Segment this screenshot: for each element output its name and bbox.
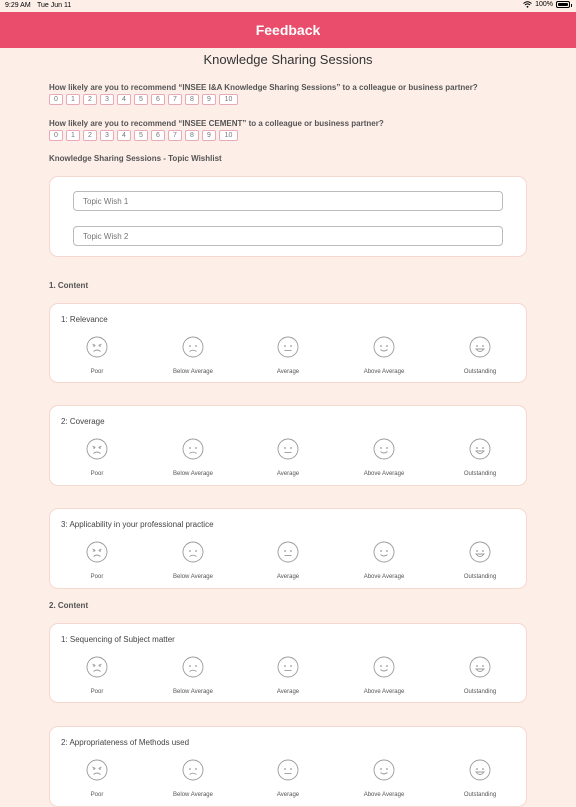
rating-option-label: Poor [90, 471, 104, 477]
scale-option-8[interactable]: 8 [185, 94, 199, 105]
nav-bar [0, 12, 576, 48]
rating-option-poor[interactable] [57, 541, 137, 580]
rating-card-title: 2: Coverage [61, 417, 105, 426]
angry-face-icon [86, 759, 108, 786]
topic-wish-1-input[interactable] [73, 191, 503, 211]
scale-option-4[interactable]: 4 [117, 130, 131, 141]
rating-option-above-average[interactable] [344, 541, 424, 580]
smile-face-icon [373, 336, 395, 363]
neutral-face-icon [277, 541, 299, 568]
scale-option-1[interactable]: 1 [66, 130, 80, 141]
rating-option-average[interactable] [248, 336, 328, 375]
status-time: 9:29 AM [5, 2, 31, 9]
rating-option-label: Below Average [173, 574, 213, 580]
rating-card-title: 1: Relevance [61, 315, 108, 324]
scale-option-3[interactable]: 3 [100, 94, 114, 105]
rating-option-outstanding[interactable] [440, 336, 520, 375]
wifi-icon [523, 1, 532, 8]
rating-card-applicability [49, 508, 527, 589]
rating-card-title: 1: Sequencing of Subject matter [61, 635, 175, 644]
scale-option-6[interactable]: 6 [151, 130, 165, 141]
question-2-scale [49, 130, 238, 141]
status-date: Tue Jun 11 [37, 2, 72, 9]
rating-option-average[interactable] [248, 438, 328, 477]
rating-card-relevance [49, 303, 527, 383]
scale-option-5[interactable]: 5 [134, 130, 148, 141]
rating-option-poor[interactable] [57, 438, 137, 477]
rating-option-below-average[interactable] [153, 336, 233, 375]
neutral-face-icon [277, 336, 299, 363]
scale-option-2[interactable]: 2 [83, 94, 97, 105]
smile-face-icon [373, 656, 395, 683]
rating-option-label: Average [276, 369, 300, 375]
rating-option-label: Below Average [173, 689, 213, 695]
rating-option-below-average[interactable] [153, 541, 233, 580]
rating-option-poor[interactable] [57, 759, 137, 798]
section-2-title: 2. Content [49, 601, 89, 610]
rating-option-label: Outstanding [463, 471, 497, 477]
scale-option-0[interactable]: 0 [49, 94, 63, 105]
rating-option-outstanding[interactable] [440, 759, 520, 798]
rating-option-above-average[interactable] [344, 438, 424, 477]
rating-option-label: Above Average [363, 792, 405, 798]
sad-face-icon [182, 438, 204, 465]
wishlist-card [49, 176, 527, 257]
rating-option-label: Above Average [363, 574, 405, 580]
section-1-title: 1. Content [49, 281, 89, 290]
scale-option-9[interactable]: 9 [202, 94, 216, 105]
rating-option-average[interactable] [248, 541, 328, 580]
sad-face-icon [182, 656, 204, 683]
rating-option-label: Poor [90, 369, 104, 375]
neutral-face-icon [277, 438, 299, 465]
scale-option-5[interactable]: 5 [134, 94, 148, 105]
rating-option-label: Poor [90, 689, 104, 695]
rating-option-outstanding[interactable] [440, 438, 520, 477]
rating-option-label: Average [276, 792, 300, 798]
neutral-face-icon [277, 759, 299, 786]
rating-option-label: Average [276, 574, 300, 580]
rating-option-label: Above Average [363, 471, 405, 477]
scale-option-7[interactable]: 7 [168, 94, 182, 105]
page-title: Knowledge Sharing Sessions [203, 52, 373, 67]
scale-option-6[interactable]: 6 [151, 94, 165, 105]
grin-face-icon [469, 541, 491, 568]
angry-face-icon [86, 438, 108, 465]
rating-card-methods [49, 726, 527, 807]
grin-face-icon [469, 336, 491, 363]
rating-option-label: Poor [90, 792, 104, 798]
rating-option-outstanding[interactable] [440, 656, 520, 695]
sad-face-icon [182, 759, 204, 786]
scale-option-4[interactable]: 4 [117, 94, 131, 105]
scale-option-2[interactable]: 2 [83, 130, 97, 141]
rating-option-label: Outstanding [463, 689, 497, 695]
angry-face-icon [86, 336, 108, 363]
neutral-face-icon [277, 656, 299, 683]
smile-face-icon [373, 438, 395, 465]
rating-options [50, 759, 528, 799]
rating-option-label: Average [276, 471, 300, 477]
nav-title: Feedback [255, 22, 321, 38]
rating-option-below-average[interactable] [153, 656, 233, 695]
rating-option-label: Below Average [173, 471, 213, 477]
scale-option-3[interactable]: 3 [100, 130, 114, 141]
scale-option-9[interactable]: 9 [202, 130, 216, 141]
rating-option-label: Outstanding [463, 792, 497, 798]
rating-option-outstanding[interactable] [440, 541, 520, 580]
rating-option-label: Below Average [173, 369, 213, 375]
rating-option-label: Outstanding [463, 574, 497, 580]
topic-wish-2-input[interactable] [73, 226, 503, 246]
wishlist-title: Knowledge Sharing Sessions - Topic Wishlist [49, 154, 222, 163]
scale-option-1[interactable]: 1 [66, 94, 80, 105]
rating-option-label: Below Average [173, 792, 213, 798]
rating-options [50, 656, 528, 696]
rating-option-poor[interactable] [57, 336, 137, 375]
rating-option-label: Above Average [363, 369, 405, 375]
grin-face-icon [469, 656, 491, 683]
rating-options [50, 438, 528, 478]
rating-card-coverage [49, 405, 527, 486]
rating-options [50, 541, 528, 581]
angry-face-icon [86, 541, 108, 568]
question-1-scale [49, 94, 238, 105]
grin-face-icon [469, 759, 491, 786]
status-bar [0, 0, 576, 12]
scale-option-0[interactable]: 0 [49, 130, 63, 141]
rating-option-above-average[interactable] [344, 656, 424, 695]
grin-face-icon [469, 438, 491, 465]
smile-face-icon [373, 759, 395, 786]
scale-option-10[interactable]: 10 [219, 94, 238, 105]
battery-icon [556, 1, 570, 8]
rating-options [50, 336, 528, 376]
status-right [523, 1, 570, 8]
rating-option-above-average[interactable] [344, 759, 424, 798]
scale-option-10[interactable]: 10 [219, 130, 238, 141]
rating-option-above-average[interactable] [344, 336, 424, 375]
form-content[interactable] [0, 48, 576, 798]
rating-option-average[interactable] [248, 656, 328, 695]
sad-face-icon [182, 541, 204, 568]
scale-option-8[interactable]: 8 [185, 130, 199, 141]
question-2-label: How likely are you to recommend “INSEE CEMENT” to a colleague or business partner? [49, 119, 384, 128]
rating-option-label: Poor [90, 574, 104, 580]
question-1-label: How likely are you to recommend “INSEE I&A Knowledge Sharing Sessions” to a colleague or business partner? [49, 83, 478, 92]
rating-card-title: 3: Applicability in your professional practice [61, 520, 214, 529]
sad-face-icon [182, 336, 204, 363]
scale-option-7[interactable]: 7 [168, 130, 182, 141]
rating-option-label: Average [276, 689, 300, 695]
rating-option-label: Outstanding [463, 369, 497, 375]
rating-card-title: 2: Appropriateness of Methods used [61, 738, 190, 747]
battery-percent: 100% [535, 1, 553, 8]
rating-option-average[interactable] [248, 759, 328, 798]
rating-option-label: Above Average [363, 689, 405, 695]
rating-option-poor[interactable] [57, 656, 137, 695]
rating-option-below-average[interactable] [153, 759, 233, 798]
rating-option-below-average[interactable] [153, 438, 233, 477]
angry-face-icon [86, 656, 108, 683]
smile-face-icon [373, 541, 395, 568]
rating-card-sequencing [49, 623, 527, 703]
